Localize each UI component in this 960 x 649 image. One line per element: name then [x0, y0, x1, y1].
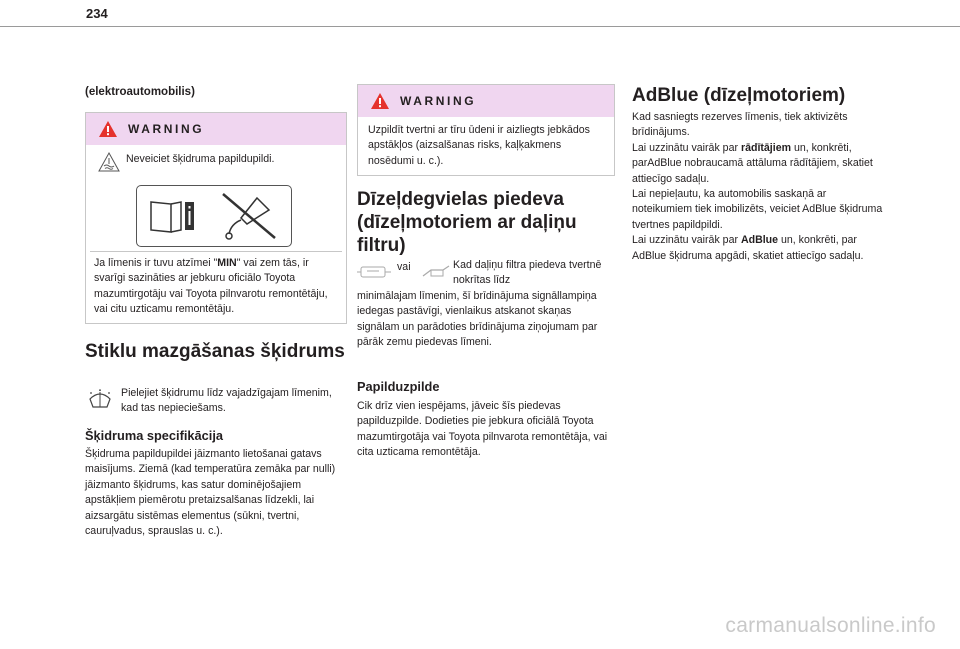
warning-body: Uzpildīt tvertni ar tīru ūdeni ir aizliegts jebkādos apstākļos (aizsalšanas risks, kaļķakmens nosēdumi u. c.).	[368, 124, 590, 167]
warning-divider	[90, 251, 342, 252]
warning-item-text: Neveiciet šķidruma papildupildi.	[126, 153, 275, 165]
refill-text: Cik drīz vien iespējams, jāveic šīs piedevas papilduzpilde. Dodieties pie jebkura oficiālā Toyota mazumtirgotāja vai Toyota pilnvarota remontētāja, vai cita uzticama remontētāja.	[357, 400, 608, 459]
spec-text: Šķidruma papildupildei jāizmanto lietošanai gatavs maisījums. Ziemā (kad temperatūra zemāka par nulli) jāizmanto šķidrums, kas satur dominējošajiem apstākļiem piemērotu pretaizsalšanas līdzekli, lai aizsargātu sistēmas elementus (sūkni, tvertni, cauruļvadus, sprauslas u. c.).	[85, 448, 336, 538]
subtitle: (elektroautomobilis)	[85, 86, 195, 98]
section-title-washer-fluid: Stiklu mazgāšanas šķidrums	[85, 341, 345, 362]
page-number: 234	[86, 6, 108, 21]
warning-triangle-icon	[98, 120, 118, 138]
manual-info-graphic	[136, 185, 292, 247]
warning-header	[358, 85, 614, 117]
warning-box-1	[85, 112, 347, 324]
warning-body: Ja līmenis ir tuvu atzīmei "MIN" vai zem tās, ir svarīgi sazināties ar jebkuru oficiālo Toyota mazumtirgotāju vai Toyota pilnvarotu remontētāju, vai citu uzticamu remontētāju.	[94, 257, 328, 316]
washer-fill-text: Pielejiet šķidrumu līdz vajadzīgajam līmenim, kad tas nepieciešams.	[121, 387, 332, 415]
section-title-adblue: AdBlue (dīzeļmotoriem)	[632, 85, 846, 106]
additive-continued-text: minimālajam līmenim, šī brīdinājuma signāllampiņa iedegas pastāvīgi, vienlaikus atskanot skaņas signālam un parādoties brīdinājuma ziņojumam par pārāk zemu piedevas līmeni.	[357, 290, 598, 349]
adblue-paragraph-4: Lai uzzinātu vairāk par AdBlue un, konkrēti, par AdBlue šķidruma apgādi, skatiet attiecīgo sadaļu.	[632, 234, 864, 262]
book-info-icon	[147, 196, 197, 236]
warning-header	[86, 113, 346, 145]
warning-title: WARNING	[400, 94, 477, 108]
spec-title: Šķidruma specifikācija	[85, 428, 223, 443]
warning-box-2	[357, 84, 615, 176]
additive-right-text: Kad daļiņu filtra piedeva tvertnē nokrītas līdz	[453, 259, 602, 287]
additive-warning-lamp-icon	[357, 262, 391, 287]
adblue-paragraph-1: Kad sasniegts rezerves līmenis, tiek aktivizēts brīdinājums.	[632, 111, 848, 139]
section-title-diesel-additive: Dīzeļdegvielas piedeva (dīzeļmotoriem ar daļiņu filtru)	[357, 189, 577, 256]
additive-level-icon	[421, 262, 451, 287]
adblue-text	[632, 110, 884, 264]
coolant-no-fill-icon	[98, 151, 120, 178]
adblue-paragraph-2: Lai uzzinātu vairāk par rādītājiem un, konkrēti, parAdBlue nobraucamā attāluma rādītājiem, skatiet attiecīgo sadaļu.	[632, 141, 873, 185]
washer-fluid-icon	[87, 389, 113, 416]
or-text: vai	[397, 261, 411, 273]
warning-title: WARNING	[128, 122, 205, 136]
no-refill-icon	[217, 190, 281, 242]
header-divider	[0, 26, 960, 27]
watermark: carmanualsonline.info	[725, 614, 936, 637]
warning-triangle-icon	[370, 92, 390, 110]
refill-title: Papilduzpilde	[357, 379, 440, 394]
adblue-paragraph-3: Lai nepieļautu, ka automobilis saskaņā ar noteikumiem tiek imobilizēts, veiciet AdBlue šķidruma tvertnes papildpildi.	[632, 188, 883, 231]
